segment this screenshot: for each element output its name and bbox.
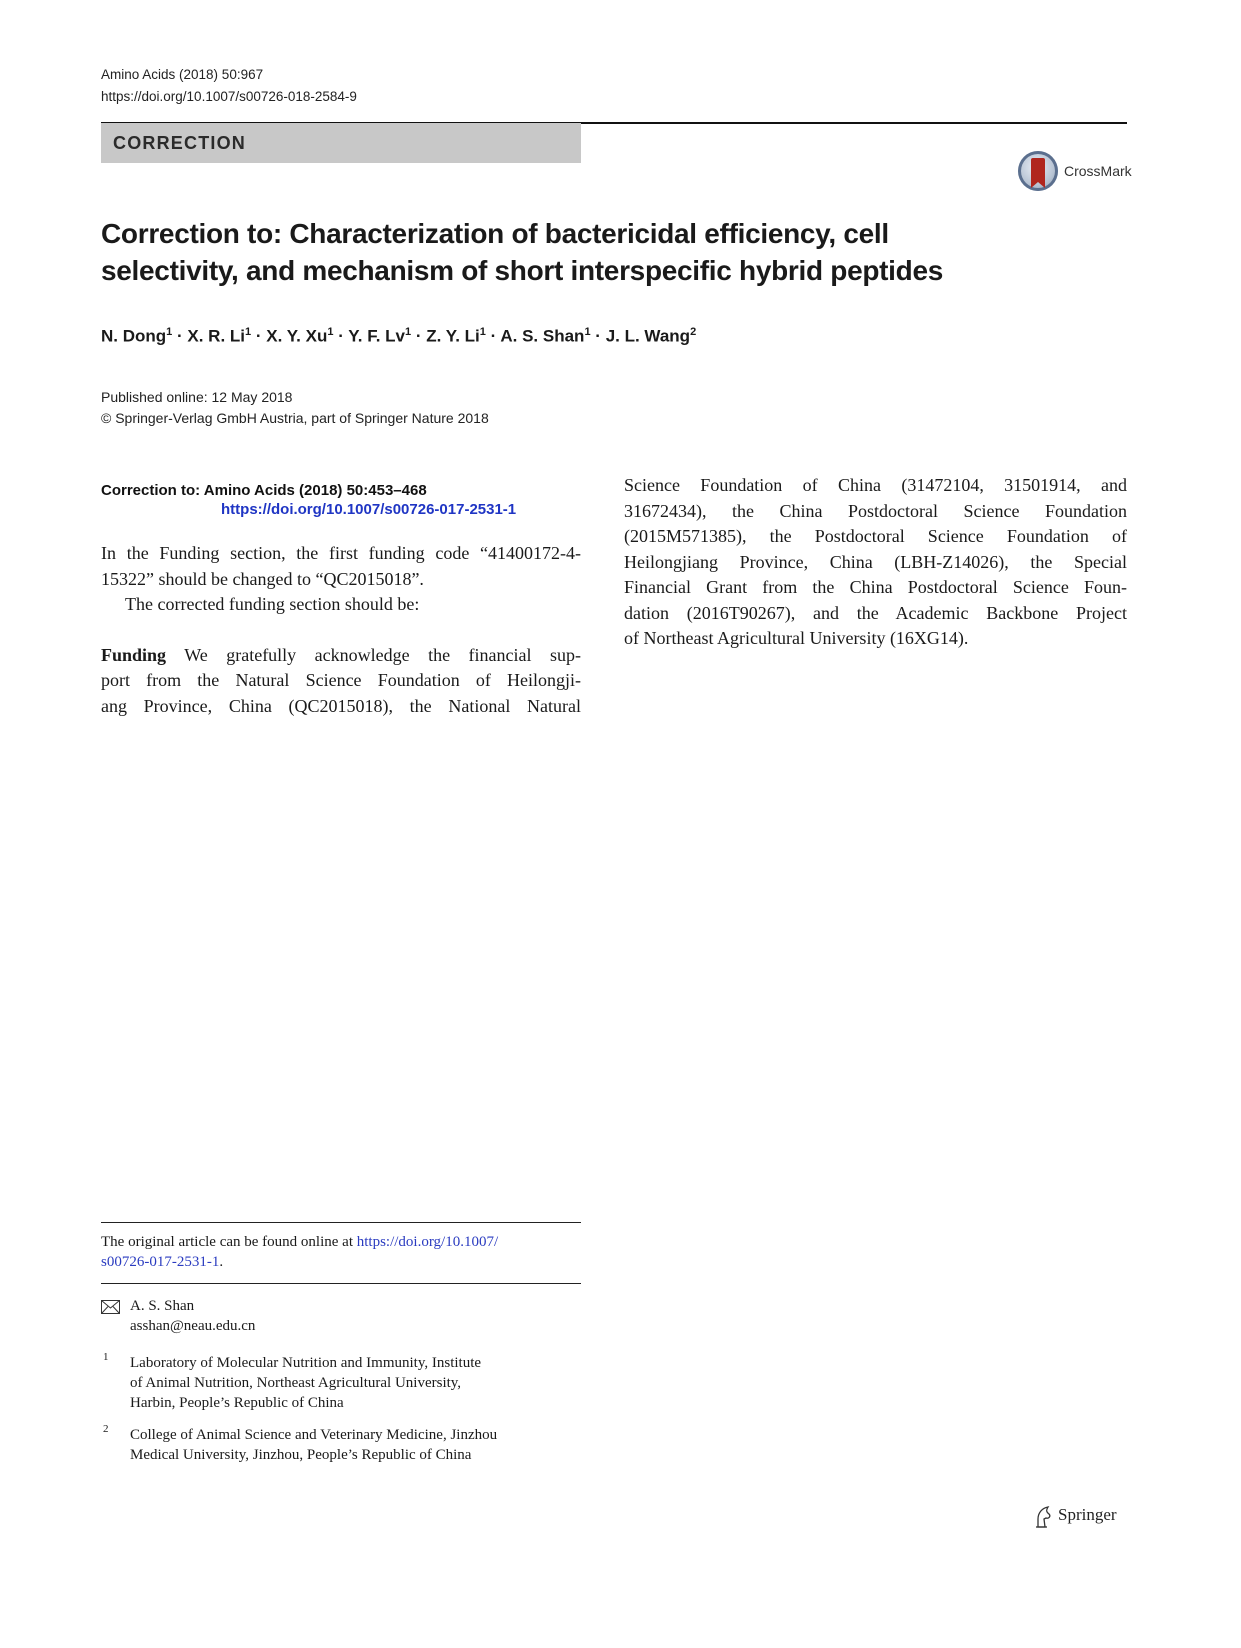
title-line-1: Correction to: Characterization of bactericidal efficiency, cell <box>101 218 889 249</box>
funding-line: (2015M571385), the Postdoctoral Science Foundation of <box>624 526 1127 546</box>
corresponding-author <box>130 1296 255 1336</box>
footnote-rule <box>101 1283 581 1284</box>
author-affiliation-marker: 1 <box>404 326 412 338</box>
corresponding-email[interactable]: asshan@neau.edu.cn <box>130 1318 256 1334</box>
author-affiliation-marker: 1 <box>327 326 334 338</box>
funding-line: Financial Grant from the China Postdoctoral Science Foun- <box>624 577 1127 597</box>
funding-line: Funding We gratefully acknowledge the financial sup- <box>101 644 581 665</box>
body-line: The corrected funding section should be: <box>125 594 420 614</box>
author-affiliation-marker: 1 <box>166 326 173 338</box>
footnote-rule <box>101 1222 581 1223</box>
section-banner <box>101 123 581 163</box>
title-line-2: selectivity, and mechanism of short interspecific hybrid peptides <box>101 255 943 286</box>
funding-line: of Northeast Agricultural University (16XG14). <box>624 628 969 648</box>
body-column-2 <box>624 473 1127 652</box>
author-name: N. Dong <box>101 326 167 346</box>
original-article-link[interactable]: https://doi.org/10.1007/ <box>356 1234 499 1250</box>
correction-doi-link[interactable]: https://doi.org/10.1007/s00726-017-2531-1 <box>221 501 517 518</box>
author-name: J. L. Wang <box>605 326 691 346</box>
publisher-name: Springer <box>1058 1505 1117 1524</box>
affiliation-number: 2 <box>103 1423 109 1435</box>
author-name: X. R. Li <box>187 326 246 346</box>
published-date: Published online: 12 May 2018 <box>101 389 293 405</box>
author-list <box>101 326 696 347</box>
publication-info <box>101 387 489 429</box>
funding-line: port from the Natural Science Foundation of Heilongji- <box>101 670 581 690</box>
crossmark-label: CrossMark <box>1064 163 1132 179</box>
body-line: 15322” should be changed to “QC2015018”. <box>101 568 424 589</box>
funding-line: dation (2016T90267), and the Academic Backbone Project <box>624 602 1127 623</box>
publisher-logo <box>1034 1503 1134 1533</box>
crossmark-badge[interactable] <box>1018 151 1136 195</box>
affiliation-number: 1 <box>103 1351 109 1363</box>
funding-line: ang Province, China (QC2015018), the National Natural <box>101 695 581 716</box>
author-name: X. Y. Xu <box>266 326 328 346</box>
author-affiliation-marker: 1 <box>479 326 486 338</box>
crossmark-icon <box>1018 151 1058 191</box>
author-separator: · <box>333 326 349 346</box>
author-affiliation-marker: 1 <box>245 326 252 338</box>
author-separator: · <box>172 326 188 346</box>
original-article-link-cont[interactable]: s00726-017-2531-1 <box>101 1254 220 1270</box>
funding-label: Funding <box>101 644 167 665</box>
body-column-1 <box>101 541 581 719</box>
funding-line: 31672434), the China Postdoctoral Science Foundation <box>624 500 1127 521</box>
funding-line: Science Foundation of China (31472104, 31501914, and <box>624 475 1127 495</box>
author-name: A. S. Shan <box>500 326 585 346</box>
correction-heading: Correction to: Amino Acids (2018) 50:453–468 <box>101 482 427 499</box>
article-title <box>101 215 1061 289</box>
author-name: Y. F. Lv <box>348 326 405 346</box>
body-line: In the Funding section, the first funding code “41400172-4- <box>101 543 581 563</box>
journal-reference: Amino Acids (2018) 50:967 <box>101 67 264 82</box>
author-separator: · <box>590 326 606 346</box>
author-affiliation-marker: 2 <box>690 326 697 338</box>
author-separator: · <box>485 326 501 346</box>
section-label: CORRECTION <box>113 133 246 153</box>
funding-line: Heilongjiang Province, China (LBH-Z14026), the Special <box>624 551 1127 572</box>
original-article-note: The original article can be found online at https://doi.org/10.1007/ s00726-017-2531-1. <box>101 1234 499 1270</box>
springer-horse-icon <box>1034 1505 1054 1529</box>
envelope-icon <box>101 1300 120 1314</box>
author-separator: · <box>251 326 267 346</box>
affiliation-1: Laboratory of Molecular Nutrition and Immunity, Institute of Animal Nutrition, Northeast Agricultural University, Harbin, People’s Republic of China <box>130 1355 482 1411</box>
author-separator: · <box>411 326 427 346</box>
copyright: © Springer-Verlag GmbH Austria, part of Springer Nature 2018 <box>101 410 489 426</box>
author-affiliation-marker: 1 <box>584 326 591 338</box>
author-name: Z. Y. Li <box>426 326 480 346</box>
corresponding-name: A. S. Shan <box>130 1298 195 1314</box>
affiliation-2: College of Animal Science and Veterinary Medicine, Jinzhou Medical University, Jinzhou, People’s Republic of China <box>130 1427 498 1463</box>
article-doi[interactable]: https://doi.org/10.1007/s00726-018-2584-9 <box>101 89 357 104</box>
